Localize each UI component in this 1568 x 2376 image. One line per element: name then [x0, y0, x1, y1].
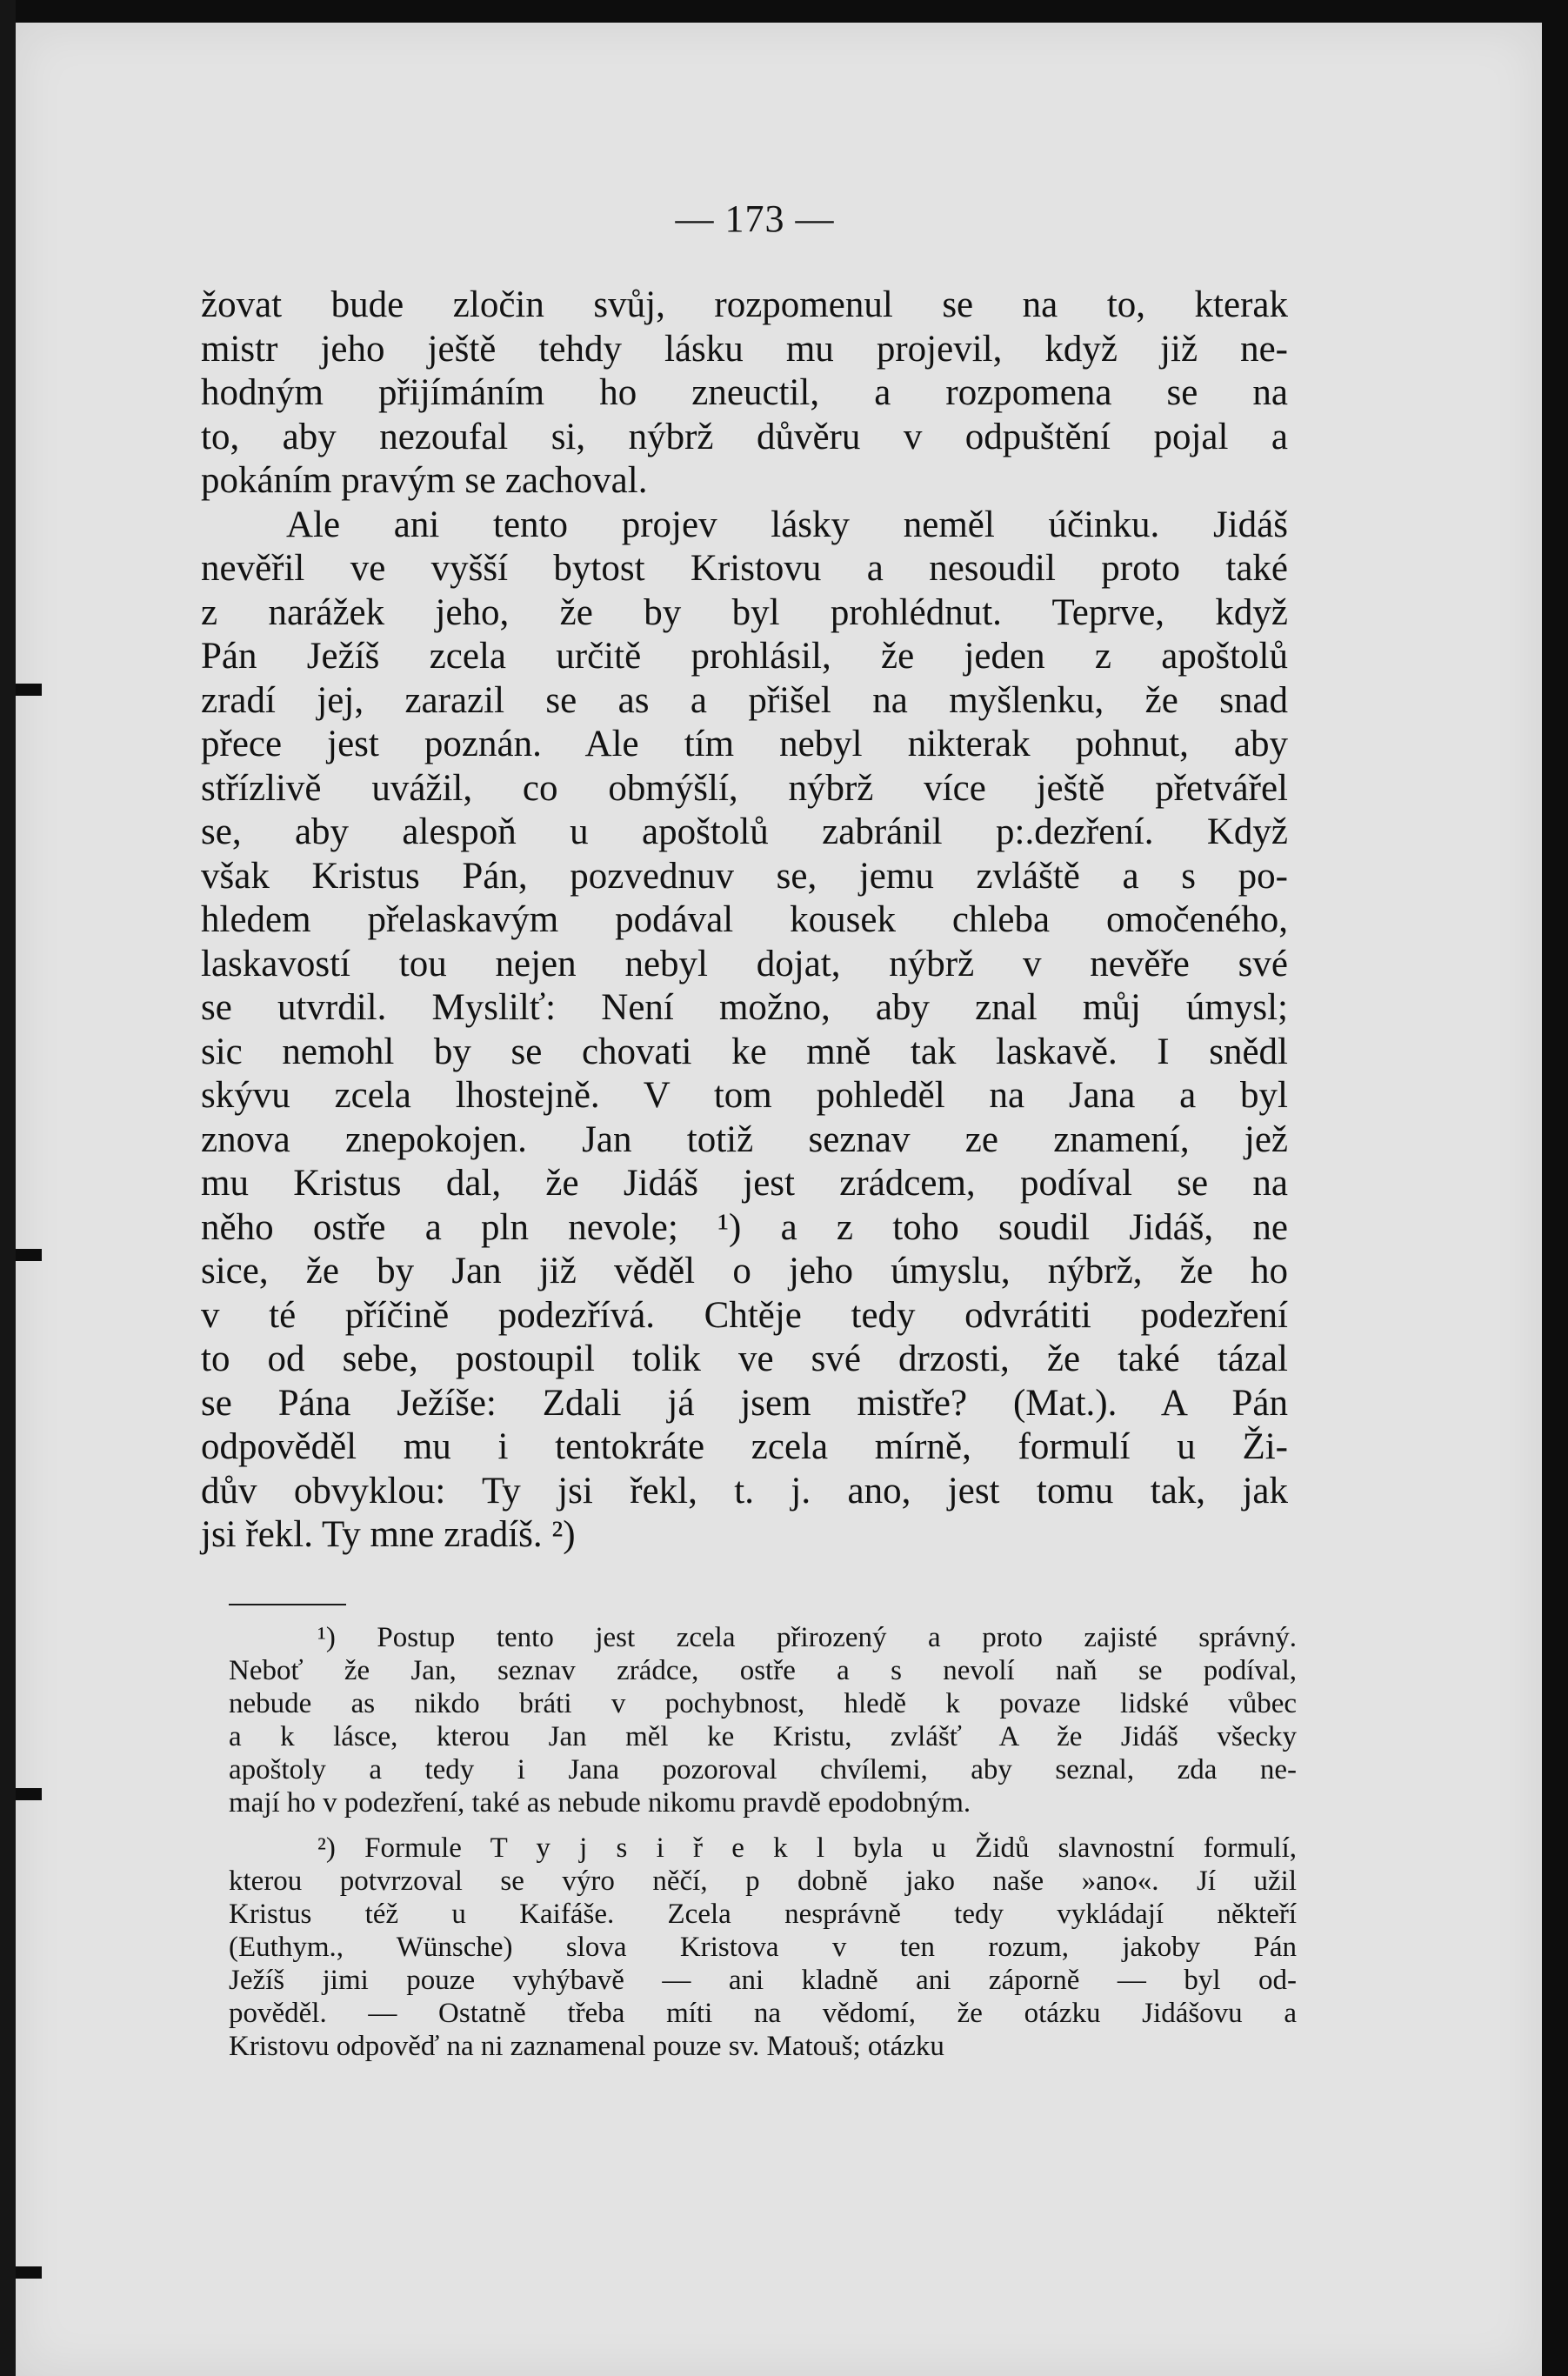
text-line: přece jest poznán. Ale tím nebyl nikterak pohnut, aby	[201, 724, 1288, 764]
page-number: — 173 —	[675, 197, 835, 240]
footnote-2-line: pověděl. — Ostatně třeba míti na vědomí, že otázku Jidášovu a	[229, 1998, 1297, 2029]
text-line: dův obvyklou: Ty jsi řekl, t. j. ano, jest tomu tak, jak	[201, 1470, 1288, 1512]
text-line: však Kristus Pán, pozvednuv se, jemu zvláště a s po-	[201, 855, 1288, 897]
text-line: se, aby alespoň u apoštolů zabránil p:.dezření. Když	[201, 811, 1288, 852]
book-page	[16, 23, 1542, 2376]
binding-mark	[16, 684, 42, 696]
footnote-2-line: kterou potvrzoval se výro něčí, p dobně jako naše »ano«. Jí užil	[229, 1865, 1297, 1897]
text-line: nevěřil ve vyšší bytost Kristovu a nesoudil proto také	[201, 548, 1288, 589]
text-line: v té příčině podezřívá. Chtěje tedy odvrátiti podezření	[201, 1294, 1288, 1336]
scan-border-right	[1542, 0, 1568, 2376]
text-line: pokáním pravým se zachoval.	[201, 460, 648, 501]
text-line: skývu zcela lhostejně. V tom pohleděl na Jana a byl	[201, 1075, 1288, 1116]
scan-border-top	[0, 0, 1568, 23]
footnote-2-line: Kristus též u Kaifáše. Zcela nesprávně tedy vykládají někteří	[229, 1899, 1297, 1930]
binding-mark	[16, 2266, 42, 2279]
text-line: mistr jeho ještě tehdy lásku mu projevil, když již ne-	[201, 328, 1288, 370]
footnote-1-line: nebude as nikdo bráti v pochybnost, hledě k povaze lidské vůbec	[229, 1688, 1297, 1719]
scan-border-left	[0, 0, 16, 2376]
text-line: střízlivě uvážil, co obmýšlí, nýbrž více ještě přetvářel	[201, 767, 1288, 809]
text-line: hodným přijímáním ho zneuctil, a rozpomena se na	[201, 372, 1288, 413]
text-line: to od sebe, postoupil tolik ve své drzosti, že také tázal	[201, 1338, 1288, 1379]
text-line: se utvrdil. Myslilť: Není možno, aby znal můj úmysl;	[201, 987, 1288, 1028]
footnote-1-line: mají ho v podezření, také as nebude nikomu pravdě epodobným.	[229, 1787, 971, 1819]
text-line: jsi řekl. Ty mne zradíš. ²)	[201, 1514, 576, 1555]
text-line: to, aby nezoufal si, nýbrž důvěru v odpuštění pojal a	[201, 416, 1288, 457]
body-text	[201, 284, 1288, 1558]
footnote-2-line: Ježíš jimi pouze vyhýbavě — ani kladně ani záporně — byl od-	[229, 1965, 1297, 1996]
text-line: se Pána Ježíše: Zdali já jsem mistře? (Mat.). A Pán	[201, 1382, 1288, 1424]
footnote-2-line: ²) Formule T y j s i ř e k l byla u Židů slavnostní formulí,	[317, 1832, 1297, 1864]
binding-mark	[16, 1249, 42, 1261]
text-line: mu Kristus dal, že Jidáš jest zrádcem, podíval se na	[201, 1163, 1288, 1204]
footnote-separator	[229, 1604, 346, 1605]
footnote-1-line: a k lásce, kterou Jan měl ke Kristu, zvlášť A že Jidáš všecky	[229, 1721, 1297, 1752]
text-line: odpověděl mu i tentokráte zcela mírně, formulí u Ži-	[201, 1426, 1288, 1467]
text-line: znova znepokojen. Jan totiž seznav ze znamení, jež	[201, 1118, 1288, 1160]
footnote-2-line: (Euthym., Wünsche) slova Kristova v ten rozum, jakoby Pán	[229, 1932, 1297, 1963]
footnote-1-line: apoštoly a tedy i Jana pozoroval chvílemi, aby seznal, zda ne-	[229, 1754, 1297, 1785]
text-line: Ale ani tento projev lásky neměl účinku. Jidáš	[286, 504, 1288, 545]
text-line: zradí jej, zarazil se as a přišel na myšlenku, že snad	[201, 679, 1288, 721]
footnote-2-line: Kristovu odpověď na ni zaznamenal pouze sv. Matouš; otázku	[229, 2031, 944, 2062]
text-line: sice, že by Jan již věděl o jeho úmyslu, nýbrž, že ho	[201, 1251, 1288, 1291]
footnotes	[229, 1621, 1297, 2063]
text-line: hledem přelaskavým podával kousek chleba omočeného,	[201, 899, 1288, 940]
text-line: laskavostí tou nejen nebyl dojat, nýbrž v nevěře své	[201, 943, 1288, 984]
footnote-1-line: ¹) Postup tento jest zcela přirozený a proto zajisté správný.	[317, 1622, 1297, 1653]
binding-mark	[16, 1788, 42, 1800]
text-line: něho ostře a pln nevole; ¹) a z toho soudil Jidáš, ne	[201, 1206, 1288, 1248]
footnote-1-line: Neboť že Jan, seznav zrádce, ostře a s nevolí naň se podíval,	[229, 1655, 1297, 1686]
text-line: Pán Ježíš zcela určitě prohlásil, že jeden z apoštolů	[201, 636, 1288, 677]
text-line: sic nemohl by se chovati ke mně tak laskavě. I snědl	[201, 1031, 1288, 1072]
text-line: z narážek jeho, že by byl prohlédnut. Teprve, když	[201, 591, 1288, 633]
text-line: žovat bude zločin svůj, rozpomenul se na to, kterak	[201, 284, 1288, 325]
